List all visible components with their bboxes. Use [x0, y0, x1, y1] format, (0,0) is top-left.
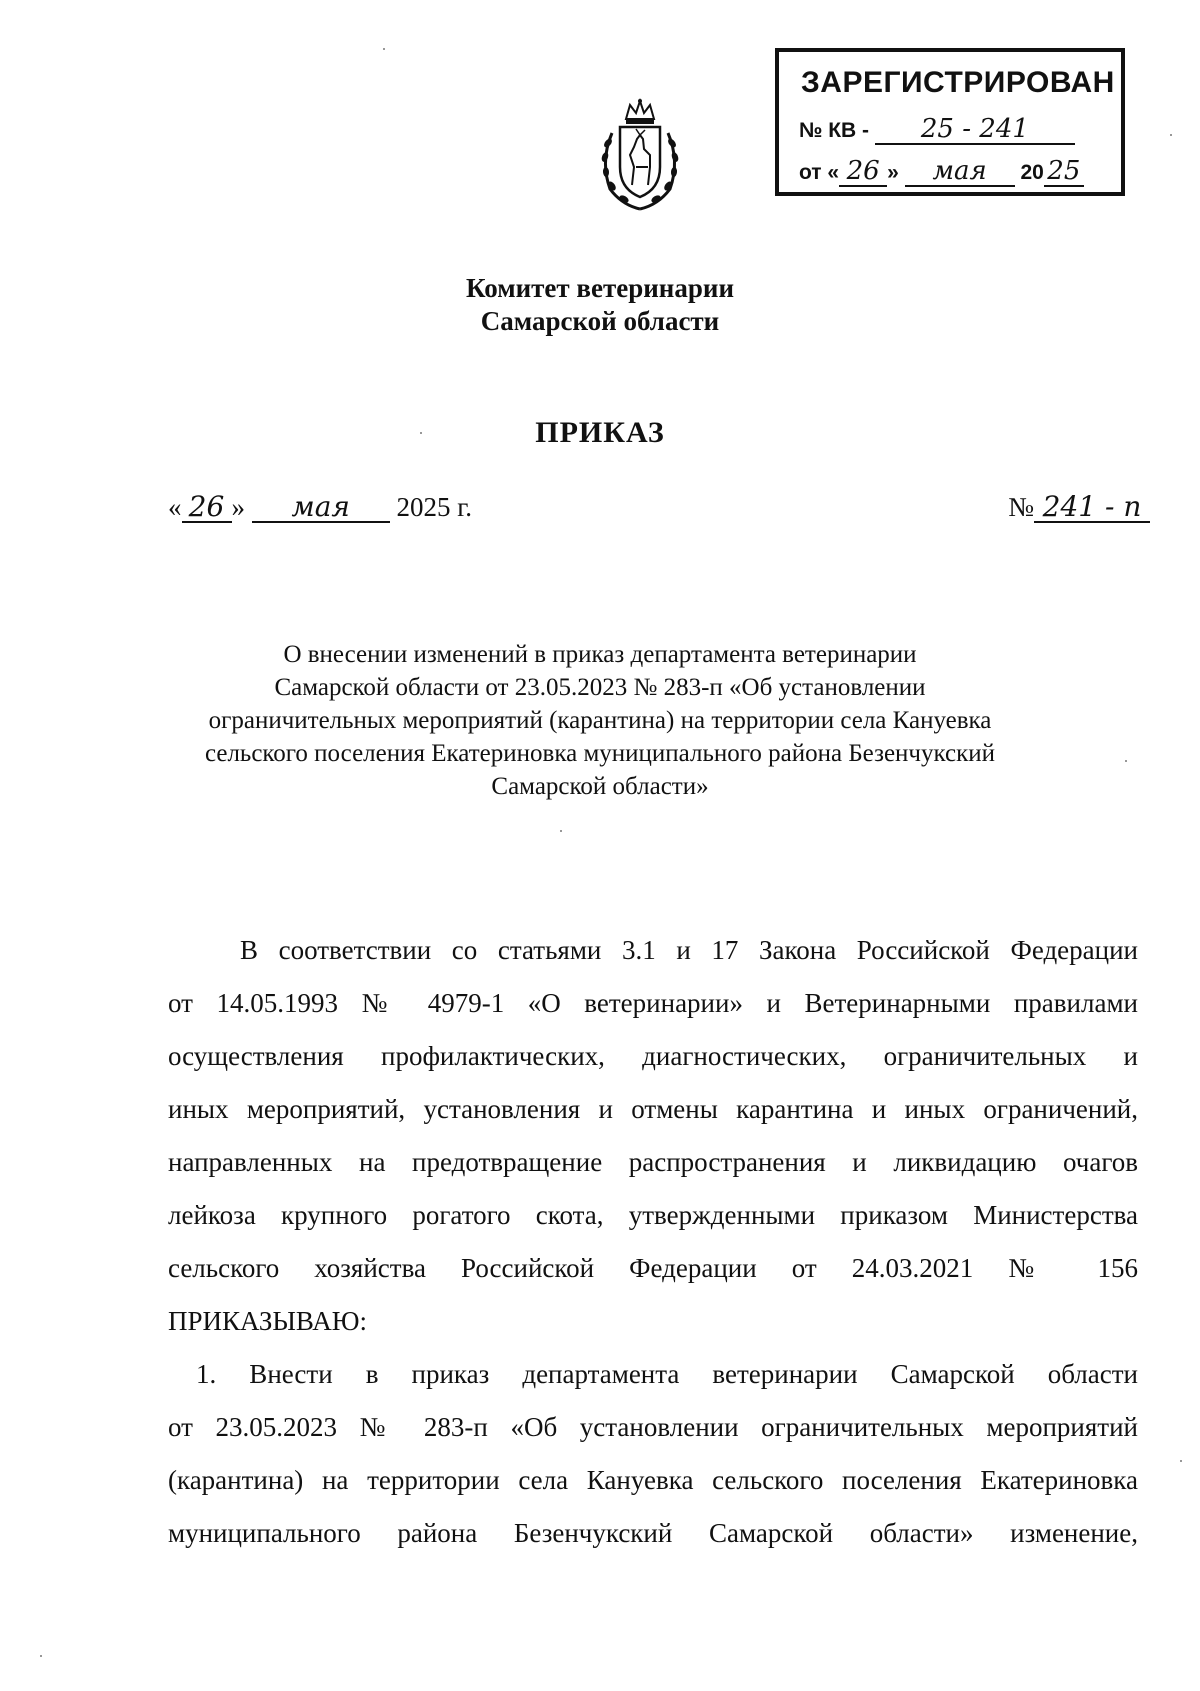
scan-speck	[560, 830, 562, 832]
page-title: ПРИКАЗ	[535, 416, 665, 449]
stamp-date-prefix: от «	[799, 161, 840, 184]
organization-line-2: Самарской области	[480, 306, 720, 336]
body-line: иных мероприятий, установления и отмены карантина и иных ограничений,	[168, 1094, 1138, 1124]
order-date-close-quote: »	[231, 492, 245, 522]
order-day: 26	[182, 492, 232, 523]
registration-stamp	[775, 48, 1125, 196]
order-year: 2025 г.	[396, 492, 473, 522]
stamp-date-mid: »	[887, 161, 899, 184]
stamp-year-prefix: 20	[1020, 161, 1044, 184]
subject-line: Самарской области»	[491, 773, 709, 800]
stamp-date-line	[799, 158, 1084, 187]
body-line: В соответствии со статьями 3.1 и 17 Закона Российской Федерации	[240, 935, 1138, 965]
subject-line: О внесении изменений в приказ департамента ветеринарии	[283, 641, 917, 668]
scan-speck	[1125, 760, 1127, 762]
body-line: от 14.05.1993 № 4979-1 «О ветеринарии» и Ветеринарными правилами	[168, 988, 1138, 1018]
stamp-month: мая	[905, 158, 1015, 187]
body-line: осуществления профилактических, диагностических, ограничительных и	[168, 1041, 1138, 1071]
body-paragraph-preamble	[168, 924, 1138, 1348]
order-date-open-quote: «	[168, 492, 182, 522]
scan-speck	[40, 1655, 42, 1657]
body-line: направленных на предотвращение распространения и ликвидацию очагов	[168, 1147, 1138, 1177]
scan-speck	[1170, 134, 1172, 136]
body-line: от 23.05.2023 № 283-п «Об установлении ограничительных мероприятий	[168, 1412, 1138, 1442]
scan-speck	[383, 48, 385, 50]
subject-line: ограничительных мероприятий (карантина) на территории села Кануевка	[208, 707, 992, 734]
order-date	[168, 492, 472, 523]
scan-speck	[420, 432, 422, 434]
body-line: ПРИКАЗЫВАЮ:	[168, 1306, 367, 1336]
order-month: мая	[252, 492, 390, 523]
body-line: 1. Внести в приказ департамента ветеринарии Самарской области	[196, 1359, 1138, 1389]
body-paragraph-item-1	[168, 1348, 1138, 1560]
subject-line: сельского поселения Екатериновка муниципального района Безенчукский	[204, 740, 996, 767]
scan-speck	[1180, 1460, 1182, 1462]
stamp-year-suffix: 25	[1044, 158, 1084, 187]
coat-of-arms-icon	[596, 97, 684, 213]
order-subject	[0, 638, 1200, 803]
order-number-label: №	[1008, 492, 1034, 522]
body-line: сельского хозяйства Российской Федерации от 24.03.2021 № 156	[168, 1253, 1138, 1283]
organization-line-1: Комитет ветеринарии	[466, 273, 734, 303]
stamp-number-line	[799, 116, 1075, 145]
body-line: лейкоза крупного рогатого скота, утвержденными приказом Министерства	[168, 1200, 1138, 1230]
order-number	[1008, 492, 1150, 523]
body-line: (карантина) на территории села Кануевка сельского поселения Екатериновка	[168, 1465, 1138, 1495]
body-line: муниципального района Безенчукский Самарской области» изменение,	[168, 1518, 1138, 1548]
stamp-title: ЗАРЕГИСТРИРОВАН	[801, 66, 1115, 99]
stamp-day: 26	[839, 158, 887, 187]
order-number-value: 241 - п	[1034, 492, 1150, 523]
stamp-number-label: № КВ -	[799, 119, 870, 142]
stamp-number-value: 25 - 241	[875, 116, 1075, 145]
organization-name	[0, 272, 1200, 338]
subject-line: Самарской области от 23.05.2023 № 283-п «Об установлении	[274, 674, 926, 701]
